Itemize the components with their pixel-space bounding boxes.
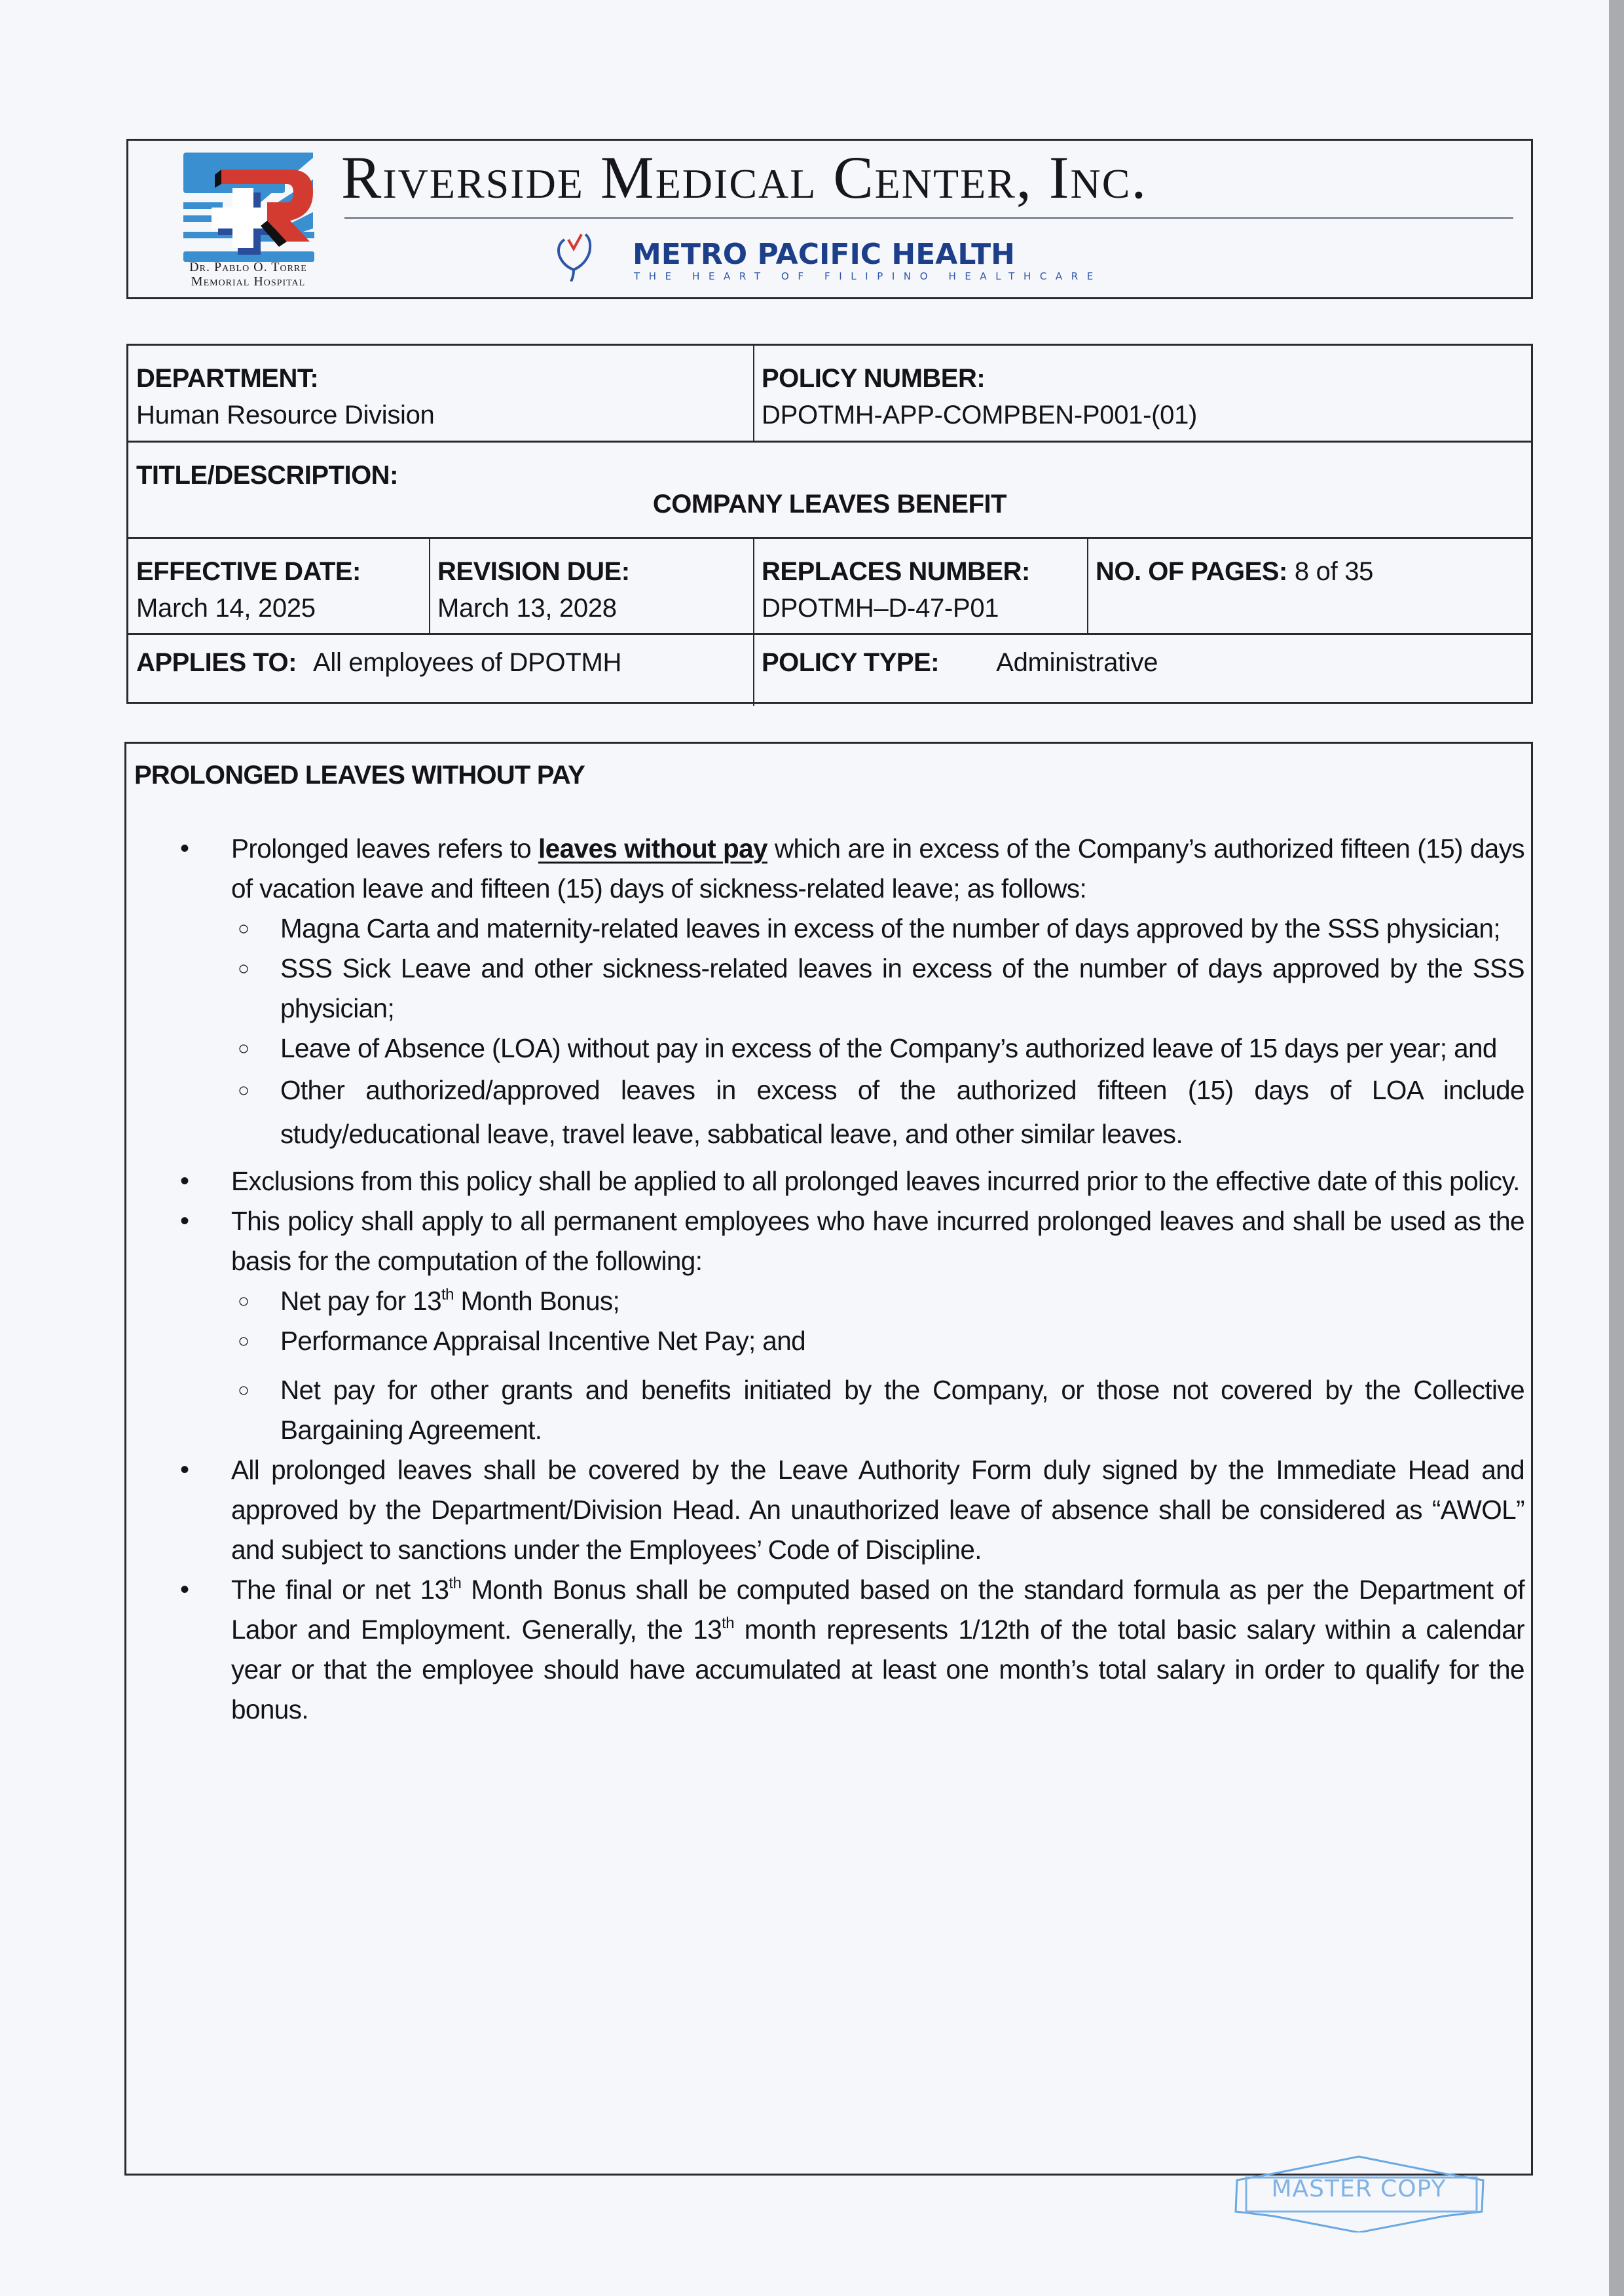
bullet-icon: •	[180, 1455, 189, 1484]
policy-info-table	[126, 344, 1533, 704]
department-value: Human Resource Division	[136, 401, 435, 429]
bullet-icon: •	[180, 1207, 189, 1235]
effective-date-label: EFFECTIVE DATE:	[136, 557, 361, 586]
sub-list-item	[126, 949, 1531, 1029]
item-text: Exclusions from this policy shall be applied to all prolonged leaves incurred prior to the effective date of this policy.	[231, 1166, 1520, 1196]
replaces-number-label: REPLACES NUMBER:	[762, 557, 1030, 586]
sub-item-text: Net pay for 13	[280, 1286, 441, 1316]
list-item	[126, 1450, 1531, 1570]
column-divider	[753, 537, 754, 706]
circle-bullet-icon: ○	[238, 958, 249, 979]
applies-to-cell	[128, 635, 754, 702]
list-item	[126, 1161, 1531, 1201]
hospital-caption	[160, 260, 337, 289]
bullet-icon: •	[180, 834, 189, 863]
hospital-caption-line2: Memorial Hospital	[191, 274, 306, 289]
item-text: month represents 1/12th of the total basic salary within a calendar year or that the employee should have accumulated at least one month’s total salary in order to qualify for the bonus.	[231, 1614, 1524, 1724]
bullet-icon: •	[180, 1575, 189, 1604]
applies-to-value: All employees of DPOTMH	[313, 648, 622, 677]
sub-list-item	[126, 1281, 1531, 1321]
superscript: th	[449, 1575, 462, 1592]
heart-icon	[554, 230, 593, 282]
policy-number-label: POLICY NUMBER:	[762, 364, 986, 393]
sub-item-text: Magna Carta and maternity-related leaves in excess of the number of days approved by the SSS physician;	[280, 913, 1500, 943]
item-text: All prolonged leaves shall be covered by the Leave Authority Form duly signed by the Immediate Head and approved by the Department/Division Head. An unauthorized leave of absence shall be considered as “AWOL” and subject to sanctions under the Employees’ Code of Discipline.	[231, 1455, 1524, 1565]
sub-list-item	[126, 1068, 1531, 1156]
sub-item-text: SSS Sick Leave and other sickness-related leaves in excess of the number of days approved by the SSS physician;	[280, 953, 1524, 1023]
circle-bullet-icon: ○	[238, 1038, 249, 1059]
list-item	[126, 829, 1531, 909]
list-item	[126, 1570, 1531, 1730]
applies-to-label: APPLIES TO:	[136, 648, 297, 677]
sub-item-text: Leave of Absence (LOA) without pay in excess of the Company’s authorized leave of 15 days per year; and	[280, 1033, 1497, 1063]
effective-date-value: March 14, 2025	[136, 594, 316, 623]
letterhead	[126, 139, 1533, 299]
sub-item-text: Net pay for other grants and benefits initiated by the Company, or those not covered by the Collective Bargaining Agreement.	[280, 1375, 1524, 1445]
column-divider	[753, 346, 754, 441]
circle-bullet-icon: ○	[238, 1080, 249, 1101]
partner-tagline: THE HEART OF FILIPINO HEALTHCARE	[634, 270, 1102, 282]
circle-bullet-icon: ○	[238, 918, 249, 939]
sub-list-item	[126, 1321, 1531, 1361]
circle-bullet-icon: ○	[238, 1330, 249, 1352]
superscript: th	[441, 1286, 454, 1303]
sub-list-item	[126, 1029, 1531, 1068]
superscript: th	[722, 1614, 734, 1632]
title-label: TITLE/DESCRIPTION:	[136, 461, 398, 490]
effective-date-cell	[128, 539, 430, 634]
policy-bullet-list	[126, 829, 1531, 1730]
revision-due-label: REVISION DUE:	[437, 557, 630, 586]
master-copy-stamp-text: MASTER COPY	[1271, 2176, 1447, 2202]
policy-content-box	[124, 742, 1533, 2176]
department-cell	[128, 346, 754, 442]
hospital-caption-line1: Dr. Pablo O. Torre	[189, 260, 307, 274]
policy-type-value: Administrative	[996, 648, 1158, 677]
item-text: This policy shall apply to all permanent employees who have incurred prolonged leaves and shall be used as the basis for the computation of the following:	[231, 1206, 1524, 1276]
department-label: DEPARTMENT:	[136, 364, 319, 393]
pages-cell	[1088, 539, 1533, 634]
pages-label: NO. OF PAGES:	[1096, 557, 1287, 586]
sub-item-text: Other authorized/approved leaves in excess of the authorized fifteen (15) days of LOA include study/educational leave, travel leave, sabbatical leave, and other similar leaves.	[280, 1075, 1524, 1149]
policy-title: COMPANY LEAVES BENEFIT	[652, 490, 1007, 519]
divider	[344, 217, 1513, 219]
column-divider	[429, 537, 430, 634]
item-text: which are in excess of the Company’s authorized fifteen (15) days of vacation leave and fifteen (15) days of sickness-related leave; as follows:	[231, 833, 1525, 903]
policy-type-cell	[754, 635, 1533, 702]
scanner-margin	[1609, 0, 1624, 2296]
item-text: Month Bonus shall be computed based on the standard formula as per the Department of Labor and Employment. Generally, the 13	[231, 1575, 1524, 1645]
policy-number-value: DPOTMH-APP-COMPBEN-P001-(01)	[762, 401, 1198, 429]
revision-due-value: March 13, 2028	[437, 594, 617, 623]
column-divider	[1087, 537, 1088, 634]
circle-bullet-icon: ○	[238, 1290, 249, 1312]
sub-item-text: Month Bonus;	[453, 1286, 620, 1316]
policy-number-cell	[754, 346, 1533, 442]
bullet-icon: •	[180, 1167, 189, 1195]
emphasis-text: leaves without pay	[538, 833, 767, 864]
revision-due-cell	[430, 539, 754, 634]
sub-list-item	[126, 1370, 1531, 1450]
partner-name: METRO PACIFIC HEALTH	[633, 238, 1015, 271]
replaces-number-cell	[754, 539, 1088, 634]
company-name: Riverside Medical Center, Inc.	[341, 144, 1148, 211]
item-text: The final or net 13	[231, 1575, 449, 1605]
section-title: PROLONGED LEAVES WITHOUT PAY	[134, 761, 585, 790]
policy-type-label: POLICY TYPE:	[762, 648, 940, 677]
item-text: Prolonged leaves refers to	[231, 833, 539, 864]
sub-item-text: Performance Appraisal Incentive Net Pay; and	[280, 1326, 806, 1356]
pages-value: 8 of 35	[1294, 557, 1374, 586]
hospital-logo-icon	[182, 150, 316, 263]
circle-bullet-icon: ○	[238, 1379, 249, 1401]
list-item	[126, 1201, 1531, 1281]
sub-list-item	[126, 909, 1531, 949]
replaces-number-value: DPOTMH–D-47-P01	[762, 594, 999, 623]
